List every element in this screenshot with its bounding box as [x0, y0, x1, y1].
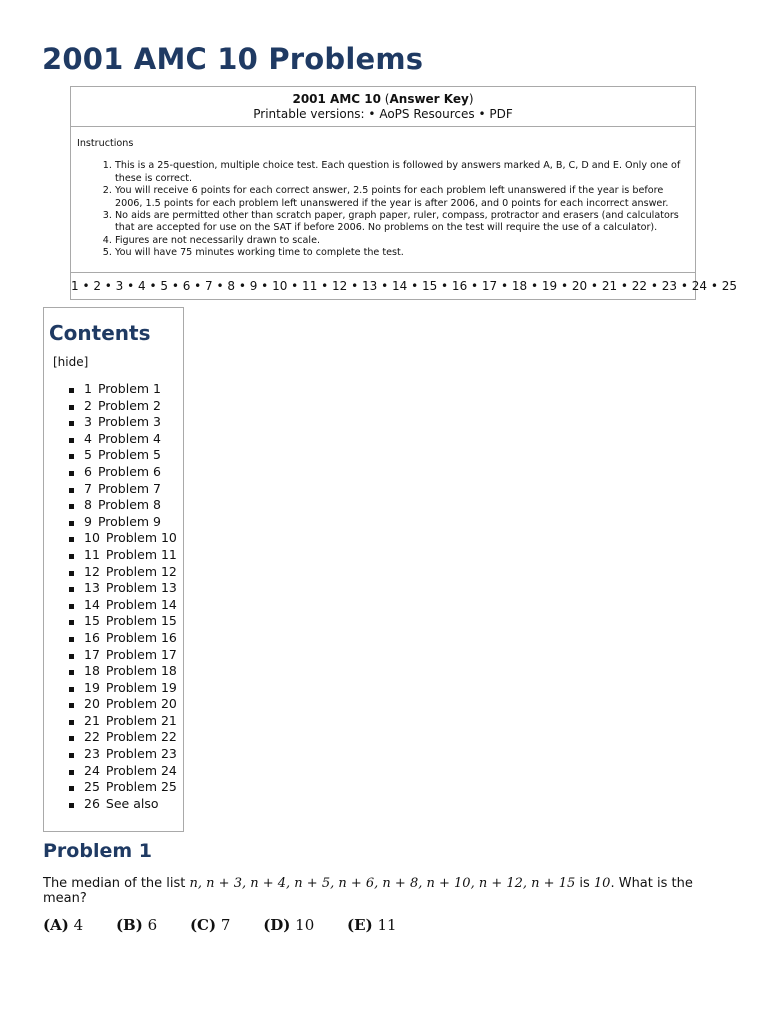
instruction-item: 2. You will receive 6 points for each correct answer, 2.5 points for each problem left unanswered if the year is before 2006, 1.5 points for each problem left unanswered if the year is after 2006, and 0 points for each incorrect answer.	[115, 185, 689, 210]
toc-item-label: Problem 25	[105, 779, 177, 795]
toc-item-number: 16	[84, 629, 100, 645]
instruction-item: 4. Figures are not necessarily drawn to scale.	[115, 235, 689, 247]
choice-a	[43, 916, 83, 934]
toc-item[interactable]	[44, 597, 177, 614]
instruction-item: 1. This is a 25-question, multiple choice test. Each question is followed by answers marked A, B, C, D and E. Only one of these is correct.	[115, 160, 689, 185]
toc-item[interactable]	[44, 414, 177, 431]
choice-a-value: 4	[73, 916, 84, 934]
instruction-item: 5. You will have 75 minutes working time to complete the test.	[115, 247, 689, 259]
problem-1-heading: Problem 1	[43, 840, 152, 862]
toc-item[interactable]	[44, 580, 177, 597]
test-navbox	[70, 86, 737, 300]
toc-item[interactable]	[44, 381, 177, 398]
toc-item-number: 26	[84, 795, 100, 811]
problem-math-list: n, n + 3, n + 4, n + 5, n + 6, n + 8, n + 10, n + 12, n + 15	[189, 876, 576, 891]
toc-title: Contents	[49, 321, 151, 345]
navbox-header	[71, 87, 695, 127]
answer-key-label: Answer Key	[389, 92, 469, 106]
problem-links-text[interactable]: 1 • 2 • 3 • 4 • 5 • 6 • 7 • 8 • 9 • 10 • 11 • 12 • 13 • 14 • 15 • 16 • 17 • 18 • 19 • 20 • 21 • 22 • 23 • 24 • 25	[71, 279, 737, 293]
toc-item-label: Problem 13	[105, 580, 177, 596]
toc-item[interactable]	[44, 779, 177, 796]
toc-item-label: Problem 11	[105, 546, 177, 562]
choice-d-label: (D)	[263, 916, 291, 934]
toc-item-label: Problem 19	[105, 679, 177, 695]
toc-item[interactable]	[44, 763, 177, 780]
toc-item-label: Problem 4	[97, 430, 161, 446]
toc-item-number: 10	[84, 530, 100, 546]
toc-item-number: 17	[84, 646, 100, 662]
navbox-title: 2001 AMC 10	[292, 92, 381, 106]
toc-item-number: 18	[84, 663, 100, 679]
choice-d-value: 10	[295, 916, 315, 934]
printable-label: Printable versions:	[253, 107, 365, 121]
toc-item[interactable]	[44, 696, 177, 713]
toc-item[interactable]	[44, 746, 177, 763]
toc-item-label: Problem 5	[97, 447, 161, 463]
table-of-contents	[43, 307, 184, 832]
instruction-item: 3. No aids are permitted other than scratch paper, graph paper, ruler, compass, protractor and erasers (and calculators that are accepted for use on the SAT if before 2006. No problems on the test will require the use of a calculator).	[115, 210, 689, 235]
toc-item-label: Problem 21	[105, 712, 177, 728]
toc-item-number: 19	[84, 679, 100, 695]
toc-item-number: 14	[84, 596, 100, 612]
toc-item-label: Problem 18	[105, 663, 177, 679]
toc-item-number: 7	[84, 480, 92, 496]
choice-c-value: 7	[220, 916, 231, 934]
toc-item-number: 6	[84, 463, 92, 479]
toc-item-number: 12	[84, 563, 100, 579]
toc-item[interactable]	[44, 663, 177, 680]
problem-1-text	[43, 876, 703, 906]
toc-item[interactable]	[44, 398, 177, 415]
toc-item[interactable]	[44, 431, 177, 448]
toc-item-label: Problem 17	[105, 646, 177, 662]
toc-item-label: Problem 16	[105, 629, 177, 645]
toc-item-number: 4	[84, 430, 92, 446]
choice-e-value: 11	[377, 916, 397, 934]
toc-item[interactable]	[44, 481, 177, 498]
toc-item-label: Problem 23	[105, 746, 177, 762]
instructions-list	[77, 160, 689, 259]
toc-item-number: 3	[84, 414, 92, 430]
toc-item-number: 25	[84, 779, 100, 795]
toc-item-label: Problem 12	[105, 563, 177, 579]
toc-item-number: 22	[84, 729, 100, 745]
choice-d	[263, 916, 314, 934]
toc-item[interactable]	[44, 796, 177, 813]
toc-item-number: 13	[84, 580, 100, 596]
choice-c-label: (C)	[189, 916, 217, 934]
choice-e-label: (E)	[347, 916, 373, 934]
toc-item-number: 1	[84, 381, 92, 396]
choice-b	[116, 916, 157, 934]
toc-item-number: 2	[84, 397, 92, 413]
toc-item-label: Problem 2	[97, 397, 161, 413]
answer-key-link[interactable]	[389, 92, 468, 106]
toc-item-number: 11	[84, 546, 100, 562]
toc-list	[44, 381, 177, 812]
problem-text-mid: is	[575, 876, 594, 891]
choice-b-value: 6	[147, 916, 158, 934]
toc-item[interactable]	[44, 464, 177, 481]
toc-item-label: Problem 9	[97, 513, 161, 529]
toc-item[interactable]	[44, 547, 177, 564]
toc-item-label: Problem 3	[97, 414, 161, 430]
toc-item-number: 15	[84, 613, 100, 629]
instructions-heading: Instructions	[77, 138, 134, 149]
toc-item[interactable]	[44, 497, 177, 514]
problem-math-value: 10	[593, 876, 611, 891]
toc-item-number: 21	[84, 712, 100, 728]
toc-item[interactable]	[44, 564, 177, 581]
navbox-title-line: 2001 AMC 10 (Answer Key)	[292, 92, 474, 106]
toc-item-label: Problem 24	[105, 762, 177, 778]
toc-item-number: 20	[84, 696, 100, 712]
toc-item-label: See also	[105, 795, 159, 811]
printable-versions-line: Printable versions: • AoPS Resources • PDF	[253, 107, 513, 121]
instructions-block	[71, 127, 695, 273]
choice-c	[190, 916, 230, 934]
toc-item-number: 8	[84, 497, 92, 513]
toc-item[interactable]	[44, 530, 177, 547]
toc-item-number: 24	[84, 762, 100, 778]
choice-b-label: (B)	[115, 916, 143, 934]
toc-item-number: 23	[84, 746, 100, 762]
problem-text-before: The median of the list	[43, 876, 190, 891]
answer-choices	[43, 916, 425, 934]
choice-a-label: (A)	[43, 916, 69, 934]
toc-hide-toggle[interactable]: [hide]	[53, 355, 89, 369]
aops-resources-link[interactable]: AoPS Resources	[379, 107, 475, 121]
toc-item[interactable]	[44, 447, 177, 464]
page-title: 2001 AMC 10 Problems	[42, 42, 424, 76]
toc-item-label: Problem 7	[97, 480, 161, 496]
toc-item[interactable]	[44, 680, 177, 697]
toc-item[interactable]	[44, 514, 177, 531]
toc-item-number: 5	[84, 447, 92, 463]
toc-item[interactable]	[44, 713, 177, 730]
toc-item-label: Problem 6	[97, 463, 161, 479]
toc-item[interactable]	[44, 630, 177, 647]
toc-item-label: Problem 20	[105, 696, 177, 712]
toc-item-number: 9	[84, 513, 92, 529]
choice-e	[347, 916, 397, 934]
toc-item-label: Problem 8	[97, 497, 161, 513]
toc-item-label: Problem 1	[97, 381, 161, 396]
toc-item-label: Problem 22	[105, 729, 177, 745]
toc-item[interactable]	[44, 729, 177, 746]
toc-item-label: Problem 15	[105, 613, 177, 629]
toc-item[interactable]	[44, 613, 177, 630]
toc-item-label: Problem 14	[105, 596, 177, 612]
toc-item[interactable]	[44, 647, 177, 664]
problem-text-after: . What is the mean?	[43, 876, 693, 906]
problem-links[interactable]	[71, 273, 737, 299]
toc-item-label: Problem 10	[105, 530, 177, 546]
pdf-link[interactable]: PDF	[489, 107, 513, 121]
